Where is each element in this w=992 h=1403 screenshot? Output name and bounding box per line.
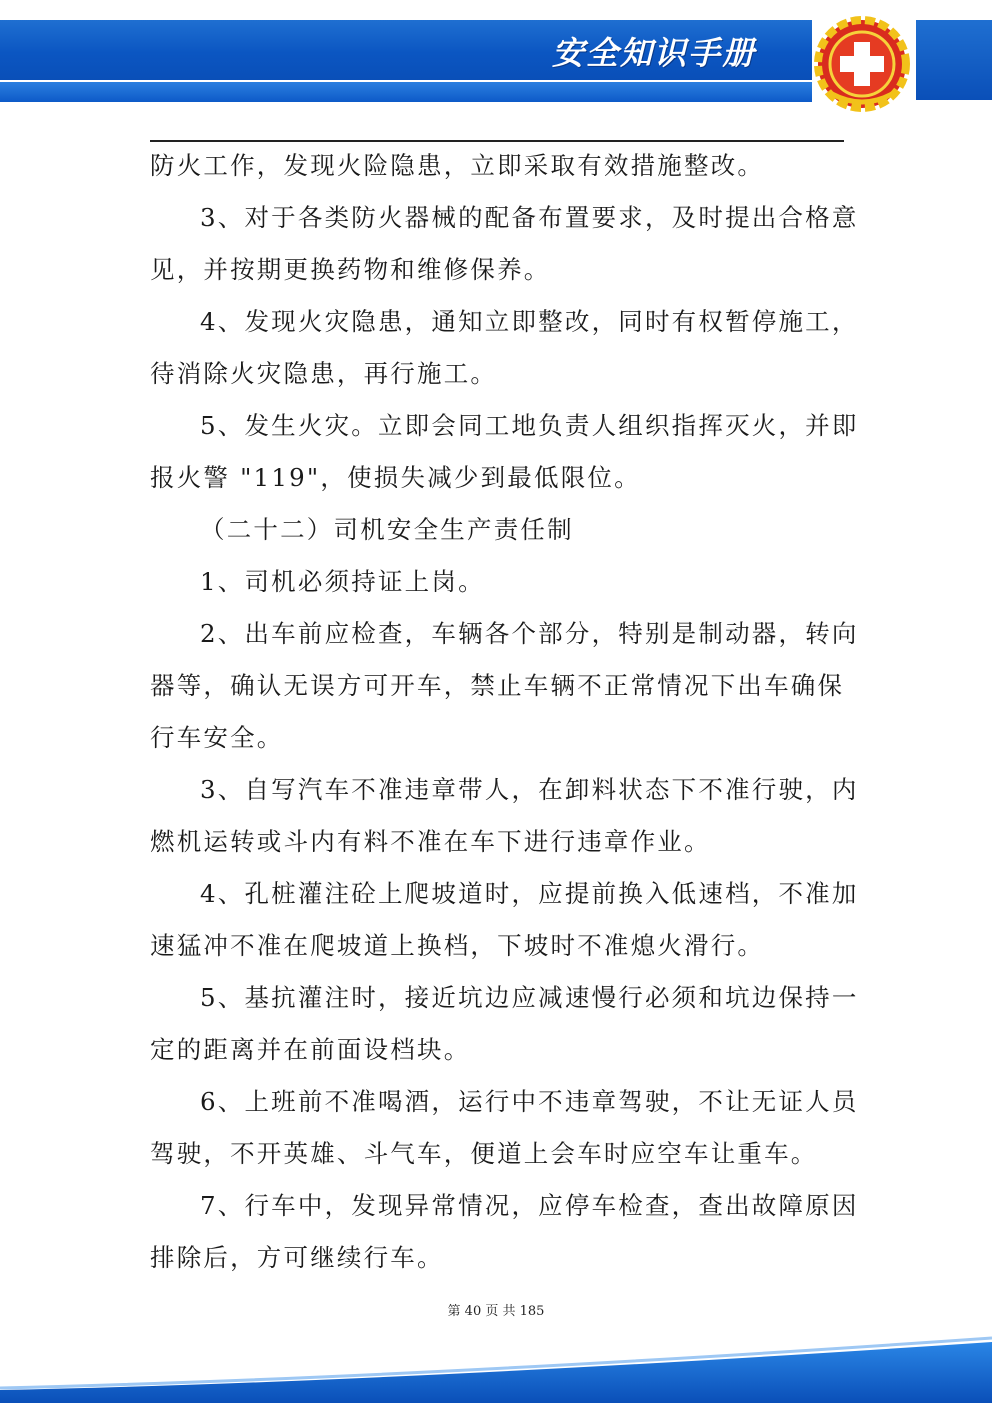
body-line: 3、自写汽车不准违章带人，在卸料状态下不准行驶，内 bbox=[200, 775, 859, 804]
section-heading: （二十二）司机安全生产责任制 bbox=[200, 515, 574, 544]
page-body bbox=[150, 140, 859, 1284]
body-line: 驾驶，不开英雄、斗气车，便道上会车时应空车让重车。 bbox=[150, 1139, 818, 1168]
page-number: 第 40 页 共 185 bbox=[447, 1304, 545, 1319]
footer-wave bbox=[0, 1330, 992, 1403]
body-line: 7、行车中，发现异常情况，应停车检查，查出故障原因 bbox=[200, 1191, 859, 1220]
body-line: 器等，确认无误方可开车，禁止车辆不正常情况下出车确保 bbox=[150, 671, 845, 700]
body-line: 见，并按期更换药物和维修保养。 bbox=[150, 255, 551, 284]
body-line: 4、孔桩灌注砼上爬坡道时，应提前换入低速档，不准加 bbox=[200, 879, 859, 908]
body-line: 定的距离并在前面设档块。 bbox=[150, 1035, 471, 1064]
safety-emblem-icon bbox=[812, 14, 912, 114]
header-band-lower bbox=[0, 82, 812, 102]
body-line: 2、出车前应检查，车辆各个部分，特别是制动器，转向 bbox=[200, 619, 859, 648]
header-right-block bbox=[916, 20, 992, 100]
body-line: 6、上班前不准喝酒，运行中不违章驾驶，不让无证人员 bbox=[200, 1087, 859, 1116]
body-line: 4、发现火灾隐患，通知立即整改，同时有权暂停施工， bbox=[200, 307, 859, 336]
body-line: 速猛冲不准在爬坡道上换档，下坡时不准熄火滑行。 bbox=[150, 931, 765, 960]
body-line: 5、发生火灾。立即会同工地负责人组织指挥灭火，并即 bbox=[200, 411, 859, 440]
body-line: 1、司机必须持证上岗。 bbox=[200, 567, 485, 596]
body-line: 报火警 "119"，使损失减少到最低限位。 bbox=[150, 463, 641, 492]
body-line: 防火工作，发现火险隐患，立即采取有效措施整改。 bbox=[150, 151, 765, 180]
header-title: 安全知识手册 bbox=[552, 34, 757, 72]
body-line: 3、对于各类防火器械的配备布置要求，及时提出合格意 bbox=[200, 203, 859, 232]
body-line: 排除后，方可继续行车。 bbox=[150, 1243, 444, 1272]
body-line: 5、基抗灌注时，接近坑边应减速慢行必须和坑边保持一 bbox=[200, 983, 859, 1012]
body-line: 燃机运转或斗内有料不准在车下进行违章作业。 bbox=[150, 827, 711, 856]
body-line: 行车安全。 bbox=[150, 723, 284, 752]
body-line: 待消除火灾隐患，再行施工。 bbox=[150, 359, 498, 388]
